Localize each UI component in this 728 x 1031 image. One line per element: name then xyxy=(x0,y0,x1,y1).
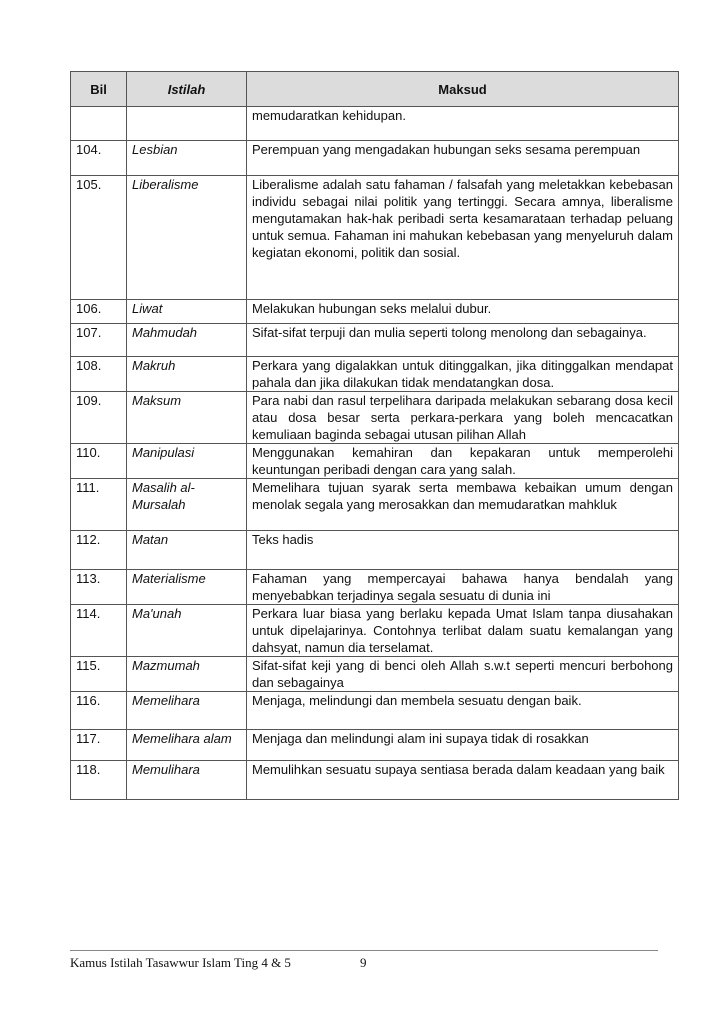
row-istilah: Ma'unah xyxy=(127,605,247,657)
row-istilah xyxy=(127,107,247,141)
row-maksud: Perkara luar biasa yang berlaku kepada Umat Islam tanpa diusahakan untuk dipelajarinya. Contohnya terlibat dalam suatu kemalangan yang dahsyat, namun dia terselamat. xyxy=(247,605,679,657)
table-header-row xyxy=(71,72,679,107)
row-maksud: Menjaga, melindungi dan membela sesuatu dengan baik. xyxy=(247,692,679,730)
row-bil: 111. xyxy=(71,479,127,531)
row-bil: 104. xyxy=(71,141,127,176)
table-row xyxy=(71,531,679,570)
row-istilah: Materialisme xyxy=(127,570,247,605)
header-maksud: Maksud xyxy=(247,72,679,107)
table-row xyxy=(71,730,679,761)
table-row xyxy=(71,605,679,657)
row-maksud: Sifat-sifat keji yang di benci oleh Allah s.w.t seperti mencuri berbohong dan sebagainya xyxy=(247,657,679,692)
row-istilah: Manipulasi xyxy=(127,444,247,479)
row-maksud: Perkara yang digalakkan untuk ditinggalkan, jika ditinggalkan mendapat pahala dan jika dilakukan tidak mendatangkan dosa. xyxy=(247,357,679,392)
row-bil: 112. xyxy=(71,531,127,570)
row-bil: 107. xyxy=(71,324,127,357)
row-istilah: Maksum xyxy=(127,392,247,444)
row-maksud: Liberalisme adalah satu fahaman / falsafah yang meletakkan kebebasan individu sebagai nilai politik yang tertinggi. Secara amnya, liberalisme mengutamakan hak-hak peribadi serta kesamarataan terhadap peluang untuk semua. Fahaman ini mahukan kebebasan yang menyeluruh dalam kegiatan ekonomi, politik dan sosial. xyxy=(247,176,679,300)
table-row xyxy=(71,761,679,800)
row-bil: 105. xyxy=(71,176,127,300)
table-row xyxy=(71,324,679,357)
row-maksud: Memulihkan sesuatu supaya sentiasa berada dalam keadaan yang baik xyxy=(247,761,679,800)
table-row xyxy=(71,657,679,692)
row-istilah: Mazmumah xyxy=(127,657,247,692)
table-row xyxy=(71,141,679,176)
row-istilah: Masalih al-Mursalah xyxy=(127,479,247,531)
row-bil: 110. xyxy=(71,444,127,479)
row-maksud: memudaratkan kehidupan. xyxy=(247,107,679,141)
footer-title: Kamus Istilah Tasawwur Islam Ting 4 & 5 xyxy=(70,955,291,970)
table-row xyxy=(71,357,679,392)
glossary-table xyxy=(70,71,679,800)
row-bil: 108. xyxy=(71,357,127,392)
row-bil: 106. xyxy=(71,300,127,324)
table-row xyxy=(71,107,679,141)
table-row xyxy=(71,692,679,730)
table-row xyxy=(71,444,679,479)
row-maksud: Fahaman yang mempercayai bahawa hanya bendalah yang menyebabkan terjadinya segala sesuatu di dunia ini xyxy=(247,570,679,605)
table-row xyxy=(71,479,679,531)
table-row xyxy=(71,176,679,300)
table-row xyxy=(71,570,679,605)
table-row xyxy=(71,300,679,324)
row-bil: 115. xyxy=(71,657,127,692)
row-maksud: Teks hadis xyxy=(247,531,679,570)
table-row xyxy=(71,392,679,444)
row-maksud: Menjaga dan melindungi alam ini supaya tidak di rosakkan xyxy=(247,730,679,761)
row-istilah: Liberalisme xyxy=(127,176,247,300)
row-bil xyxy=(71,107,127,141)
row-maksud: Melakukan hubungan seks melalui dubur. xyxy=(247,300,679,324)
row-istilah: Matan xyxy=(127,531,247,570)
row-istilah: Lesbian xyxy=(127,141,247,176)
row-bil: 113. xyxy=(71,570,127,605)
row-istilah: Makruh xyxy=(127,357,247,392)
row-istilah: Liwat xyxy=(127,300,247,324)
row-istilah: Mahmudah xyxy=(127,324,247,357)
row-istilah: Memulihara xyxy=(127,761,247,800)
row-maksud: Para nabi dan rasul terpelihara daripada melakukan sebarang dosa kecil atau dosa besar serta perkara-perkara yang boleh mencacatkan kemuliaan baginda sebagai utusan pilihan Allah xyxy=(247,392,679,444)
row-bil: 118. xyxy=(71,761,127,800)
row-bil: 116. xyxy=(71,692,127,730)
row-maksud: Memelihara tujuan syarak serta membawa kebaikan umum dengan menolak segala yang merosakkan dan memudaratkan mahkluk xyxy=(247,479,679,531)
row-bil: 117. xyxy=(71,730,127,761)
row-maksud: Perempuan yang mengadakan hubungan seks sesama perempuan xyxy=(247,141,679,176)
row-bil: 114. xyxy=(71,605,127,657)
footer-divider xyxy=(70,950,658,951)
glossary-rows xyxy=(71,107,679,800)
row-maksud: Menggunakan kemahiran dan kepakaran untuk memperolehi keuntungan peribadi dengan cara yang salah. xyxy=(247,444,679,479)
row-bil: 109. xyxy=(71,392,127,444)
header-bil: Bil xyxy=(71,72,127,107)
row-istilah: Memelihara alam xyxy=(127,730,247,761)
row-maksud: Sifat-sifat terpuji dan mulia seperti tolong menolong dan sebagainya. xyxy=(247,324,679,357)
row-istilah: Memelihara xyxy=(127,692,247,730)
header-istilah: Istilah xyxy=(127,72,247,107)
page-number: 9 xyxy=(360,955,367,970)
